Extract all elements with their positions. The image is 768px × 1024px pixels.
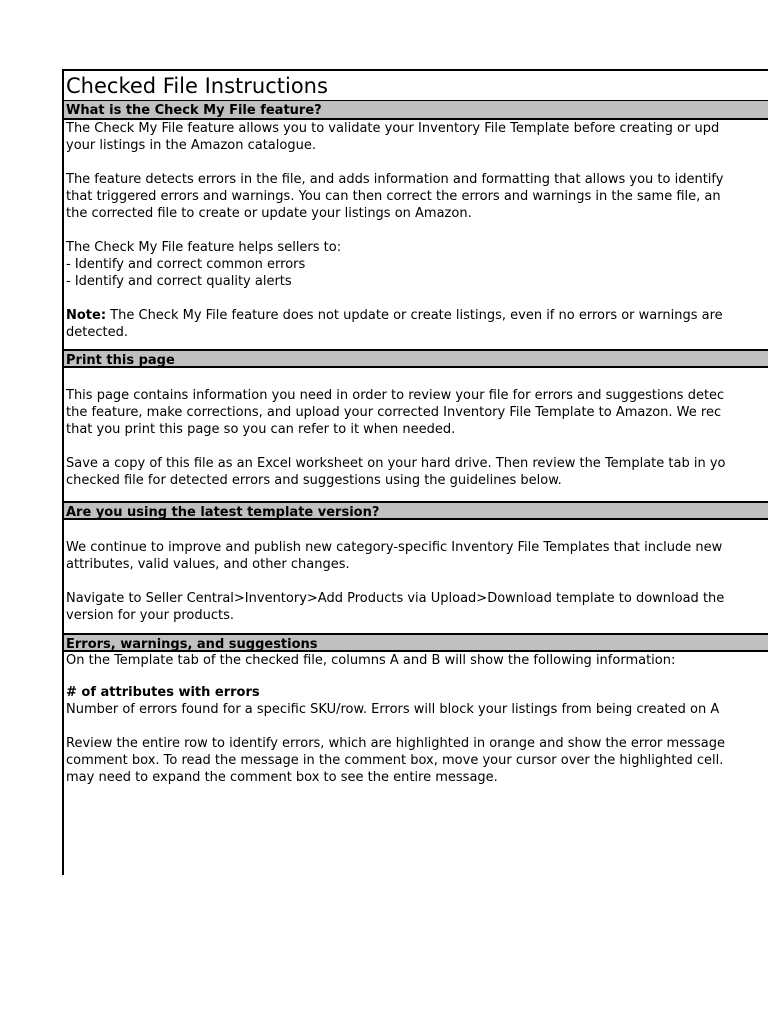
errors-p1-line: Number of errors found for a specific SKU/row. Errors will block your listings from being created on A <box>66 702 720 717</box>
errors-p2-line: may need to expand the comment box to see the entire message. <box>66 770 498 785</box>
what-p3-line: The Check My File feature helps sellers to: <box>66 240 342 255</box>
what-p1-line: The Check My File feature allows you to validate your Inventory File Template before creating or upd <box>66 121 720 136</box>
what-p2-line: that triggered errors and warnings. You can then correct the errors and warnings in the same file, an <box>66 189 721 204</box>
instructions-sheet <box>62 69 768 875</box>
what-p2-line: The feature detects errors in the file, and adds information and formatting that allows you to identify <box>66 172 724 187</box>
note-line <box>64 307 768 324</box>
section-header-latest-template: Are you using the latest template version? <box>64 501 768 520</box>
print-p1-line: that you print this page so you can refer to it when needed. <box>66 422 456 437</box>
note-text: The Check My File feature does not update or create listings, even if no errors or warnings are <box>106 308 723 323</box>
note-label: Note: <box>66 308 107 323</box>
page-title: Checked File Instructions <box>64 71 768 101</box>
errors-subheading: # of attributes with errors <box>66 685 260 700</box>
latest-p1-line: We continue to improve and publish new category-specific Inventory File Templates that include new <box>66 540 723 555</box>
section-header-what-is: What is the Check My File feature? <box>64 101 768 120</box>
section-header-errors: Errors, warnings, and suggestions <box>64 633 768 652</box>
print-p1-line: This page contains information you need in order to review your file for errors and suggestions detec <box>66 388 725 403</box>
print-p2-line: Save a copy of this file as an Excel worksheet on your hard drive. Then review the Template tab in yo <box>66 456 726 471</box>
latest-p1-line: attributes, valid values, and other changes. <box>66 557 350 572</box>
section-header-print: Print this page <box>64 349 768 368</box>
note-line: detected. <box>66 325 128 340</box>
what-p3-line: - Identify and correct common errors <box>66 257 306 272</box>
latest-p2-line: Navigate to Seller Central>Inventory>Add Products via Upload>Download template to download the <box>66 591 725 606</box>
what-p1-line: your listings in the Amazon catalogue. <box>66 138 316 153</box>
errors-intro: On the Template tab of the checked file, columns A and B will show the following information: <box>66 653 676 668</box>
latest-p2-line: version for your products. <box>66 608 235 623</box>
what-p2-line: the corrected file to create or update your listings on Amazon. <box>66 206 472 221</box>
print-p2-line: checked file for detected errors and suggestions using the guidelines below. <box>66 473 562 488</box>
print-p1-line: the feature, make corrections, and upload your corrected Inventory File Template to Amazon. We rec <box>66 405 722 420</box>
what-p3-line: - Identify and correct quality alerts <box>66 274 292 289</box>
errors-p2-line: Review the entire row to identify errors, which are highlighted in orange and show the error message <box>66 736 725 751</box>
errors-p2-line: comment box. To read the message in the comment box, move your cursor over the highlighted cell. <box>66 753 724 768</box>
